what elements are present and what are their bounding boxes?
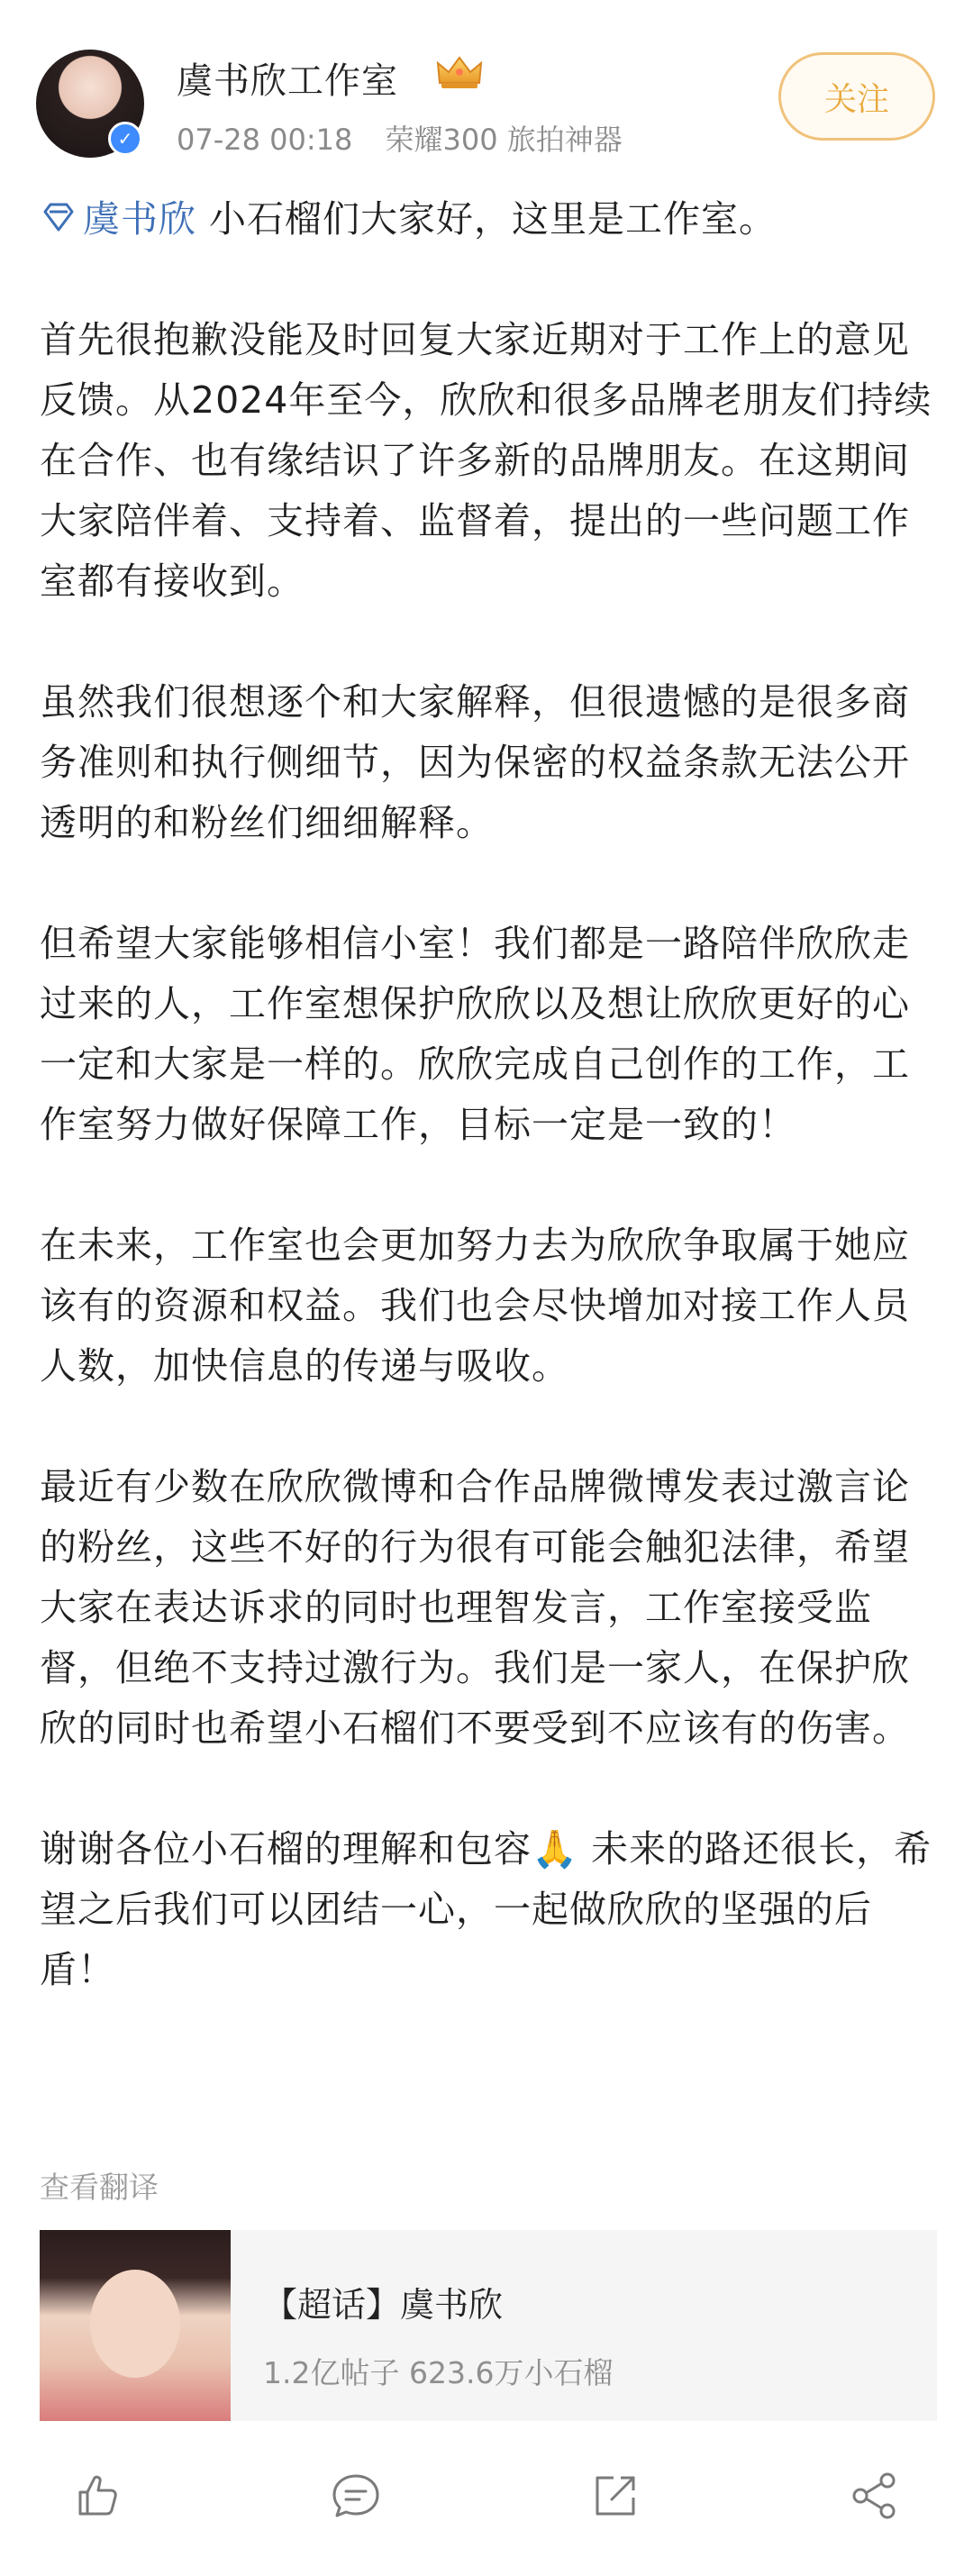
topic-card-text <box>231 2230 613 2421</box>
post-paragraph-closing <box>40 1819 937 2000</box>
topic-card-stats: 1.2亿帖子 623.6万小石榴 <box>263 2355 614 2390</box>
super-topic-card[interactable] <box>40 2230 937 2421</box>
closing-text-start: 谢谢各位小石榴的理解和包容 <box>40 1827 532 1871</box>
repost-icon <box>588 2469 642 2523</box>
follow-button[interactable]: 关注 <box>778 52 935 141</box>
post-paragraph: 虽然我们很想逐个和大家解释，但很遗憾的是很多商务准则和执行侧细节，因为保密的权益条款无法公开透明的和粉丝们细细解释。 <box>40 680 910 844</box>
cover-face-shape <box>90 2270 180 2378</box>
post-device: 荣耀300 旅拍神器 <box>385 123 623 157</box>
post-paragraph-greeting <box>40 189 937 250</box>
author-avatar[interactable] <box>36 50 144 158</box>
comment-icon <box>329 2469 383 2523</box>
post-paragraph: 但希望大家能够相信小室！我们都是一路陪伴欣欣走过来的人，工作室想保护欣欣以及想让欣欣更好的心一定和大家是一样的。欣欣完成自己创作的工作，工作室努力做好保障工作，目标一定是一致的！ <box>40 922 910 1146</box>
action-bar <box>0 2442 973 2550</box>
like-button[interactable] <box>69 2469 123 2523</box>
post-paragraph: 在未来，工作室也会更加努力去为欣欣争取属于她应该有的资源和权益。我们也会尽快增加对接工作人员人数，加快信息的传递与吸收。 <box>40 1224 910 1388</box>
pray-emoji-icon: 🙏 <box>532 1827 579 1871</box>
post-meta <box>177 117 623 159</box>
comment-button[interactable] <box>329 2469 383 2523</box>
post-content <box>40 189 937 2061</box>
post-time: 07-28 00:18 <box>177 123 353 157</box>
post-paragraph: 首先很抱歉没能及时回复大家近期对于工作上的意见反馈。从2024年至今，欣欣和很多品牌老朋友们持续在合作、也有缘结识了许多新的品牌朋友。在这期间大家陪伴着、支持着、监督着，提出的一些问题工作室都有接收到。 <box>40 318 932 603</box>
post-paragraph: 最近有少数在欣欣微博和合作品牌微博发表过激言论的粉丝，这些不好的行为很有可能会触犯法律，希望大家在表达诉求的同时也理智发言，工作室接受监督，但绝不支持过激行为。我们是一家人，在保护欣欣的同时也希望小石榴们不要受到不应该有的伤害。 <box>40 1465 910 1750</box>
mention-text: 虞书欣 <box>83 197 196 241</box>
topic-card-title: 【超话】虞书欣 <box>263 2285 504 2325</box>
crown-icon <box>434 52 485 92</box>
share-icon <box>848 2469 902 2523</box>
repost-button[interactable] <box>588 2469 642 2523</box>
post-header <box>0 0 973 171</box>
closing-text-end: 未来的路还很长，希望之后我们可以团结一心，一起做欣欣的坚强的后盾！ <box>40 1827 932 1991</box>
thumbs-up-icon <box>69 2469 123 2523</box>
share-button[interactable] <box>848 2469 902 2523</box>
diamond-icon <box>40 199 77 235</box>
greeting-text: 小石榴们大家好，这里是工作室。 <box>209 197 777 241</box>
translate-link[interactable]: 查看翻译 <box>40 2170 159 2205</box>
mention-link[interactable] <box>40 197 209 241</box>
verified-badge-icon: ✓ <box>108 122 142 156</box>
topic-cover-image <box>40 2230 231 2421</box>
author-name[interactable]: 虞书欣工作室 <box>177 60 398 102</box>
